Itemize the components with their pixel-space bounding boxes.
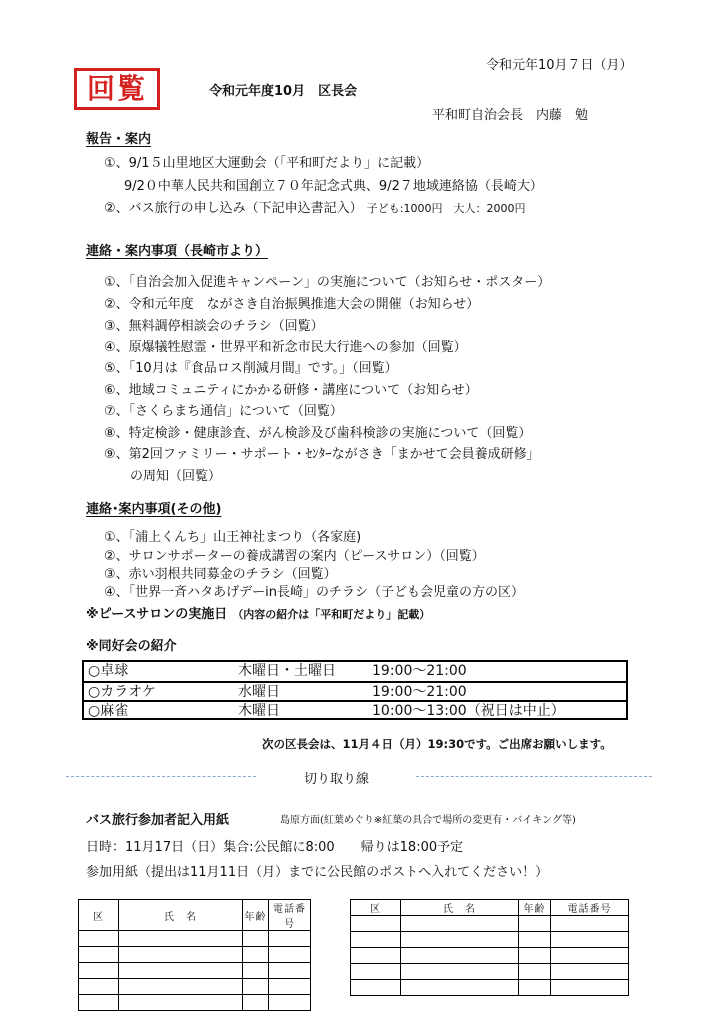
input-cell[interactable] [401, 964, 519, 980]
table-row [351, 932, 629, 948]
hobby-day: 水曜日 [238, 684, 280, 700]
city-item-8: ⑧、特定検診・健康診査、がん検診及び歯科検診の実施について（回覧） [104, 426, 532, 441]
input-cell[interactable] [401, 932, 519, 948]
input-cell[interactable] [351, 980, 401, 996]
input-cell[interactable] [351, 948, 401, 964]
hobby-row [84, 662, 626, 681]
hobby-name: ○卓球 [88, 663, 129, 679]
other-heading: 連絡･案内事項(その他) [86, 502, 222, 517]
form-datetime: 日時：11月17日（日）集合:公民館に8:00 帰りは18:00予定 [86, 840, 464, 855]
cut-line-left [66, 776, 256, 777]
input-cell[interactable] [519, 980, 551, 996]
hobby-name: ○麻雀 [88, 703, 129, 719]
report-item-1: ①、9/1５山里地区大運動会（「平和町だより」に記載） [104, 156, 430, 171]
input-cell[interactable] [79, 979, 119, 995]
hobby-time: 19:00～21:00 [372, 684, 467, 700]
peace-salon-note [86, 603, 430, 622]
column-name: 氏 名 [119, 900, 243, 931]
other-item-3: ③、赤い羽根共同募金のチラシ（回覧） [104, 567, 337, 582]
hobby-heading: ※同好会の紹介 [86, 639, 177, 654]
input-cell[interactable] [79, 995, 119, 1011]
table-row [79, 931, 311, 947]
city-item-5: ⑤、「10月は『食品ロス削減月間』です。」（回覧） [104, 361, 398, 376]
input-cell[interactable] [269, 979, 311, 995]
input-cell[interactable] [243, 947, 269, 963]
city-item-3: ③、無料調停相談会のチラシ（回覧） [104, 319, 324, 334]
input-cell[interactable] [243, 979, 269, 995]
other-item-1: ①、「浦上くんち」山王神社まつり（各家庭) [104, 530, 362, 545]
input-cell[interactable] [551, 964, 629, 980]
column-age: 年齢 [519, 900, 551, 916]
city-item-2: ②、令和元年度 ながさき自治振興推進大会の開催（お知らせ） [104, 297, 480, 312]
hobby-row [84, 700, 626, 719]
input-cell[interactable] [269, 947, 311, 963]
city-item-6: ⑥、地域コミュニティにかかる研修・講座について（お知らせ） [104, 383, 478, 398]
hobby-time: 10:00～13:00（祝日は中止） [372, 703, 565, 719]
input-cell[interactable] [519, 916, 551, 932]
input-cell[interactable] [519, 932, 551, 948]
column-district: 区 [79, 900, 119, 931]
report-item-2-text: ②、バス旅行の申し込み（下記申込書記入） [104, 201, 363, 216]
input-cell[interactable] [79, 963, 119, 979]
hobby-day: 木曜日 [238, 703, 280, 719]
input-cell[interactable] [351, 964, 401, 980]
table-row [351, 980, 629, 996]
table-header-row [79, 900, 311, 931]
kairan-stamp: 回覧 [74, 68, 160, 110]
table-row [351, 964, 629, 980]
table-row [79, 963, 311, 979]
table-row [351, 948, 629, 964]
input-cell[interactable] [243, 963, 269, 979]
input-cell[interactable] [401, 948, 519, 964]
input-cell[interactable] [119, 995, 243, 1011]
report-fees: 子ども:1000円 大人：2000円 [366, 202, 526, 215]
city-heading: 連絡・案内事項（長崎市より） [86, 244, 269, 259]
input-cell[interactable] [551, 980, 629, 996]
form-title: バス旅行参加者記入用紙 [86, 813, 230, 828]
document-title: 令和元年度10月 区長会 [209, 84, 358, 99]
input-cell[interactable] [243, 931, 269, 947]
input-cell[interactable] [519, 964, 551, 980]
hobby-table [82, 660, 628, 720]
table-row [79, 947, 311, 963]
column-name: 氏 名 [401, 900, 519, 916]
column-phone: 電話番号 [269, 900, 311, 931]
input-cell[interactable] [351, 932, 401, 948]
registration-table-right [350, 899, 629, 996]
input-cell[interactable] [119, 947, 243, 963]
input-cell[interactable] [243, 995, 269, 1011]
next-meeting-notice: 次の区長会は、11月４日（月）19:30です。ご出席お願いします。 [262, 737, 612, 751]
input-cell[interactable] [551, 932, 629, 948]
registration-table-left [78, 899, 311, 1011]
input-cell[interactable] [269, 995, 311, 1011]
document-author: 平和町自治会長 内藤 勉 [432, 108, 589, 123]
input-cell[interactable] [551, 916, 629, 932]
cut-line-label: 切り取り線 [304, 772, 370, 787]
column-district: 区 [351, 900, 401, 916]
input-cell[interactable] [269, 963, 311, 979]
table-row [351, 916, 629, 932]
cut-line-right [416, 776, 652, 777]
input-cell[interactable] [119, 963, 243, 979]
city-item-7: ⑦、「さくらまち通信」について（回覧） [104, 404, 343, 419]
hobby-time: 19:00～21:00 [372, 663, 467, 679]
table-row [79, 995, 311, 1011]
input-cell[interactable] [79, 931, 119, 947]
hobby-name: ○カラオケ [88, 684, 156, 700]
peace-salon-title: ※ピースサロンの実施日 [86, 607, 228, 622]
table-row [79, 979, 311, 995]
document-date: 令和元年10月７日（月） [486, 58, 633, 73]
column-phone: 電話番号 [551, 900, 629, 916]
table-header-row [351, 900, 629, 916]
city-item-4: ④、原爆犠牲慰霊・世界平和祈念市民大行進への参加（回覧） [104, 340, 467, 355]
city-item-1: ①、「自治会加入促進キャンペーン」の実施について（お知らせ・ポスター） [104, 275, 551, 290]
hobby-row [84, 681, 626, 700]
input-cell[interactable] [351, 916, 401, 932]
input-cell[interactable] [551, 948, 629, 964]
column-age: 年齢 [243, 900, 269, 931]
input-cell[interactable] [119, 931, 243, 947]
input-cell[interactable] [519, 948, 551, 964]
other-item-4: ④、「世界一斉ハタあげデーin長崎」のチラシ（子ども会児童の方の区） [104, 585, 525, 600]
city-item-9b: の周知（回覧） [130, 469, 222, 484]
input-cell[interactable] [79, 947, 119, 963]
report-item-2 [104, 197, 526, 216]
other-item-2: ②、サロンサポーターの養成講習の案内（ピースサロン）（回覧） [104, 549, 485, 564]
peace-salon-detail: （内容の紹介は「平和町だより」記載） [232, 608, 431, 621]
hobby-day: 木曜日・土曜日 [238, 663, 336, 679]
input-cell[interactable] [269, 931, 311, 947]
report-item-1b: 9/2０中華人民共和国創立７０年記念式典、9/2７地域連絡協（長崎大） [124, 179, 543, 194]
form-instructions: 参加用紙（提出は11月11日（月）までに公民館のポストへ入れてください！） [86, 865, 549, 880]
form-destination: 島原方面(紅葉めぐり※紅葉の具合で場所の変更有・バイキング等) [280, 815, 576, 826]
input-cell[interactable] [401, 980, 519, 996]
report-heading: 報告・案内 [86, 132, 152, 147]
input-cell[interactable] [119, 979, 243, 995]
city-item-9: ⑨、第2回ファミリー・サポート・ｾﾝﾀｰながさき「まかせて会員養成研修」 [104, 447, 540, 462]
input-cell[interactable] [401, 916, 519, 932]
